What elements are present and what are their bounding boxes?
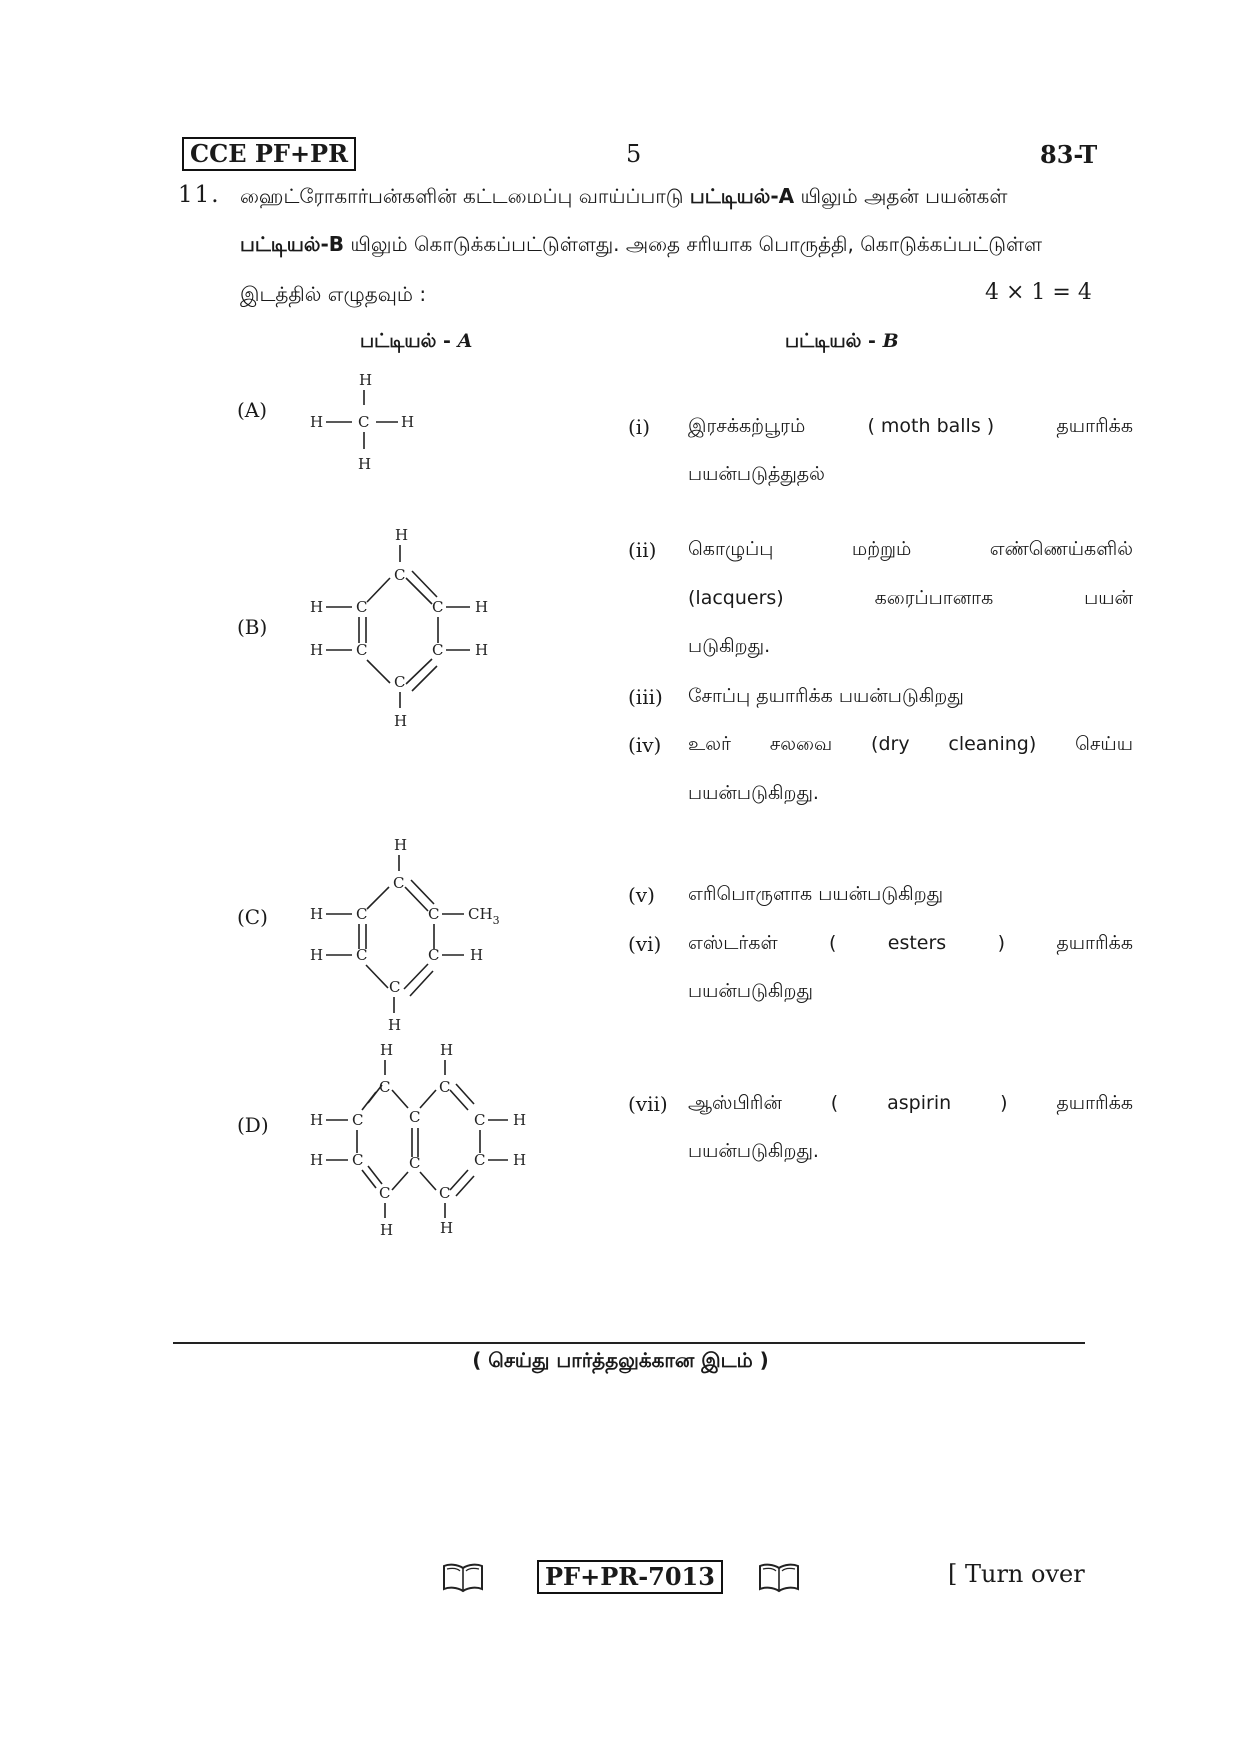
atom-h: H — [359, 371, 373, 389]
atom-h: H — [380, 1221, 394, 1239]
list-b-item-text: படுகிறது. — [688, 635, 771, 657]
list-a-label: (B) — [237, 615, 268, 639]
atom-h: H — [513, 1111, 527, 1129]
question-line-1 — [240, 184, 1007, 211]
list-b-item-text — [688, 1092, 1133, 1117]
list-b-number: (vii) — [628, 1092, 668, 1116]
atom-h: H — [310, 1111, 324, 1129]
list-b-heading — [785, 330, 899, 355]
atom-c: C — [356, 598, 368, 616]
list-b-heading-letter: B — [882, 330, 899, 352]
word: தயாரிக்க — [1056, 932, 1133, 954]
list-a-ref: பட்டியல்-A — [689, 184, 795, 208]
list-b-item-text: பயன்படுத்துதல் — [688, 463, 825, 485]
word: aspirin — [887, 1092, 952, 1114]
list-b-item-text: சோப்பு தயாரிக்க பயன்படுகிறது — [688, 685, 964, 707]
atom-h: H — [310, 598, 324, 616]
atom-c: C — [394, 673, 406, 691]
atom-h: H — [310, 905, 324, 923]
word: (lacquers) — [688, 587, 784, 609]
atom-h: H — [394, 836, 408, 854]
list-a-label: (D) — [237, 1113, 269, 1137]
methyl-group — [468, 905, 500, 927]
atom-c: C — [409, 1154, 421, 1172]
question-line-2 — [240, 232, 1042, 259]
atom-c: C — [352, 1151, 364, 1169]
word: ) — [997, 932, 1006, 954]
atom-c: C — [439, 1184, 451, 1202]
toluene-structure — [300, 835, 520, 1035]
list-a-heading-letter: A — [457, 330, 473, 352]
atom-h: H — [310, 1151, 324, 1169]
atom-c: C — [439, 1078, 451, 1096]
header-right-code: 83-T — [1040, 140, 1098, 169]
divider — [173, 1342, 1085, 1344]
question-text: யிலும் கொடுக்கப்பட்டுள்ளது. அதை சரியாக பொருத்தி, கொடுக்கப்பட்டுள்ள — [344, 232, 1043, 256]
atom-c: C — [389, 978, 401, 996]
word: மற்றும் — [851, 538, 912, 560]
list-b-item-text — [688, 538, 1133, 563]
question-line-3: இடத்தில் எழுதவும் : — [240, 282, 427, 306]
word: உலர் — [688, 733, 731, 755]
word: ஆஸ்பிரின் — [688, 1092, 782, 1114]
atom-h: H — [310, 641, 324, 659]
list-b-item-text: பயன்படுகிறது. — [688, 1140, 819, 1162]
word: பயன் — [1084, 587, 1133, 609]
benzene-structure — [300, 525, 510, 735]
atom-h: H — [358, 455, 372, 473]
list-b-item-text — [688, 733, 1133, 758]
rough-work-label: ( செய்து பார்த்தலுக்கான இடம் ) — [472, 1348, 769, 1372]
header-left-code: CCE PF+PR — [182, 137, 356, 171]
list-b-ref: பட்டியல்-B — [240, 232, 345, 256]
word: செய்ய — [1075, 733, 1133, 755]
atom-c: C — [474, 1151, 486, 1169]
open-book-icon — [757, 1561, 801, 1595]
word: cleaning) — [948, 733, 1037, 755]
marks: 4 × 1 = 4 — [985, 280, 1092, 305]
atom-c: C — [393, 874, 405, 892]
list-a-label: (C) — [237, 905, 268, 929]
atom-c: C — [358, 413, 370, 431]
word: தயாரிக்க — [1056, 1092, 1133, 1114]
list-b-item-text: எரிபொருளாக பயன்படுகிறது — [688, 883, 944, 905]
word: (dry — [871, 733, 910, 755]
atom-h: H — [440, 1041, 454, 1059]
atom-h: H — [513, 1151, 527, 1169]
atom-c: C — [428, 905, 440, 923]
naphthalene-structure — [300, 1040, 550, 1240]
atom-c: C — [432, 641, 444, 659]
word: esters — [887, 932, 947, 954]
atom-h: H — [394, 712, 408, 730]
list-b-item-text — [688, 932, 1133, 957]
list-b-number: (vi) — [628, 932, 662, 956]
subscript: 3 — [492, 914, 500, 927]
word: ) — [1000, 1092, 1008, 1114]
list-b-number: (iii) — [628, 685, 663, 709]
page-number: 5 — [626, 140, 642, 168]
question-number: 11. — [178, 182, 221, 208]
atom-c: C — [394, 566, 406, 584]
atom-h: H — [401, 413, 415, 431]
atom-c: C — [356, 946, 368, 964]
open-book-icon — [441, 1561, 485, 1595]
atom-h: H — [310, 946, 324, 964]
word: இரசக்கற்பூரம் — [688, 415, 806, 437]
list-b-item-text: பயன்படுகிறது — [688, 980, 813, 1002]
atom-c: C — [409, 1108, 421, 1126]
atom-h: H — [440, 1219, 454, 1237]
atom-c: C — [356, 905, 368, 923]
list-b-item-text — [688, 415, 1133, 440]
atom-c: C — [432, 598, 444, 616]
atom-c: C — [352, 1111, 364, 1129]
list-b-number: (ii) — [628, 538, 657, 562]
methane-structure — [300, 365, 430, 480]
word: தயாரிக்க — [1056, 415, 1133, 437]
list-b-item-text — [688, 587, 1133, 612]
atom-c: C — [379, 1078, 391, 1096]
atom-c: C — [356, 641, 368, 659]
atom-h: H — [310, 413, 324, 431]
word: எஸ்டர்கள் — [688, 932, 778, 954]
list-b-heading-text: பட்டியல் - — [785, 330, 883, 352]
atom-c: C — [428, 946, 440, 964]
question-text: ஹைட்ரோகார்பன்களின் கட்டமைப்பு வாய்ப்பாடு — [240, 184, 690, 208]
word: கொழுப்பு — [688, 538, 774, 560]
atom-h: H — [395, 526, 409, 544]
list-b-item-text: பயன்படுகிறது. — [688, 782, 819, 804]
question-text: யிலும் அதன் பயன்கள் — [794, 184, 1008, 208]
word: சலவை — [769, 733, 833, 755]
word: ( — [830, 1092, 839, 1114]
atom-h: H — [380, 1041, 394, 1059]
atom-h: H — [470, 946, 484, 964]
word: எண்ணெய்களில் — [989, 538, 1133, 560]
atom-ch: CH — [468, 905, 493, 923]
list-a-heading-text: பட்டியல் - — [360, 330, 458, 352]
word: ( moth balls ) — [867, 415, 995, 437]
footer-code: PF+PR-7013 — [537, 1560, 723, 1594]
word: கரைப்பானாக — [874, 587, 994, 609]
atom-h: H — [388, 1016, 402, 1034]
list-b-number: (i) — [628, 415, 651, 439]
turn-over: [ Turn over — [948, 1560, 1085, 1588]
list-b-number: (iv) — [628, 733, 662, 757]
word: ( — [828, 932, 837, 954]
atom-c: C — [474, 1111, 486, 1129]
atom-c: C — [379, 1184, 391, 1202]
atom-h: H — [475, 598, 489, 616]
list-a-label: (A) — [237, 398, 268, 422]
list-a-heading — [360, 330, 472, 355]
list-b-number: (v) — [628, 883, 655, 907]
atom-h: H — [475, 641, 489, 659]
